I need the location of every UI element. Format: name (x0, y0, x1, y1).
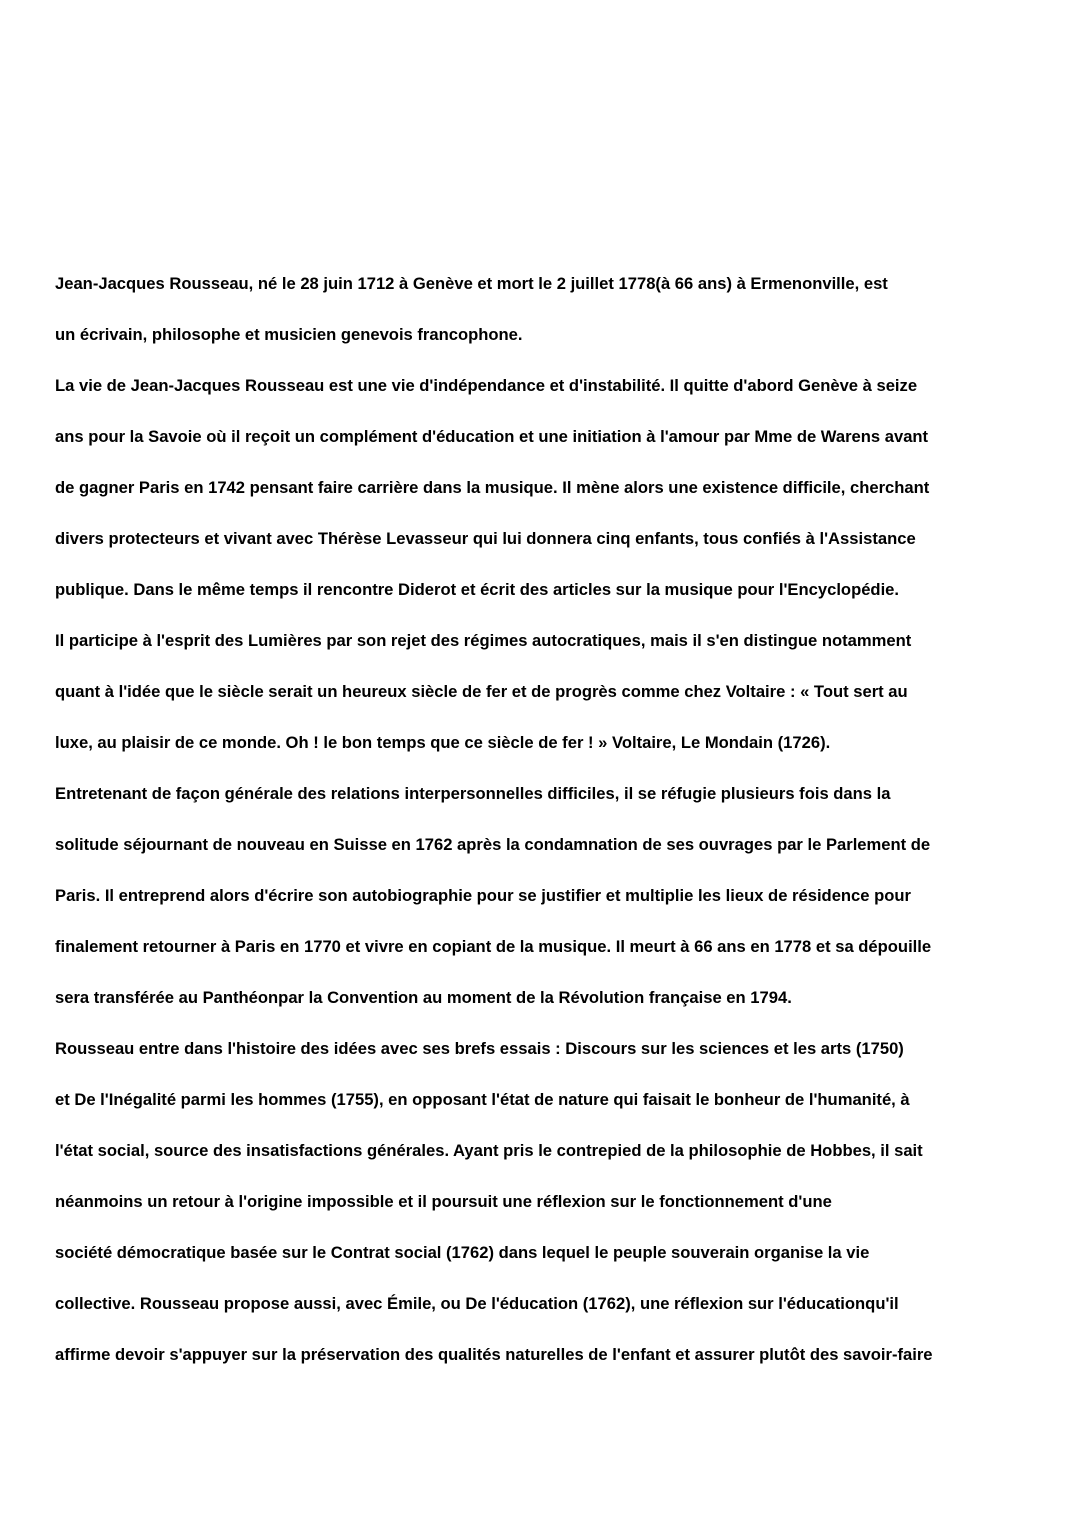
text-line: sera transférée au Panthéonpar la Convention au moment de la Révolution française en 1794. (55, 988, 792, 1007)
document-text-body (55, 258, 1015, 1380)
text-line: luxe, au plaisir de ce monde. Oh ! le bon temps que ce siècle de fer ! » Voltaire, Le Mondain (1726). (55, 733, 831, 752)
text-line: quant à l'idée que le siècle serait un heureux siècle de fer et de progrès comme chez Voltaire : « Tout sert au (55, 682, 908, 701)
text-line: et De l'Inégalité parmi les hommes (1755), en opposant l'état de nature qui faisait le bonheur de l'humanité, à (55, 1090, 910, 1109)
text-line: l'état social, source des insatisfactions générales. Ayant pris le contrepied de la philosophie de Hobbes, il sait (55, 1141, 923, 1160)
text-line: société démocratique basée sur le Contrat social (1762) dans lequel le peuple souverain organise la vie (55, 1243, 870, 1262)
text-line: néanmoins un retour à l'origine impossible et il poursuit une réflexion sur le fonctionnement d'une (55, 1192, 832, 1211)
text-line: La vie de Jean-Jacques Rousseau est une vie d'indépendance et d'instabilité. Il quitte d'abord Genève à seize (55, 376, 918, 395)
text-line: solitude séjournant de nouveau en Suisse en 1762 après la condamnation de ses ouvrages par le Parlement de (55, 835, 931, 854)
text-line: Entretenant de façon générale des relations interpersonnelles difficiles, il se réfugie plusieurs fois dans la (55, 784, 891, 803)
text-line: collective. Rousseau propose aussi, avec Émile, ou De l'éducation (1762), une réflexion sur l'éducationqu'il (55, 1294, 899, 1313)
text-line: finalement retourner à Paris en 1770 et vivre en copiant de la musique. Il meurt à 66 ans en 1778 et sa dépouille (55, 937, 932, 956)
text-line: Jean-Jacques Rousseau, né le 28 juin 1712 à Genève et mort le 2 juillet 1778(à 66 ans) à Ermenonville, est (55, 274, 888, 293)
text-line: publique. Dans le même temps il rencontre Diderot et écrit des articles sur la musique pour l'Encyclopédie. (55, 580, 900, 599)
text-line: Il participe à l'esprit des Lumières par son rejet des régimes autocratiques, mais il s'en distingue notamment (55, 631, 912, 650)
text-line: de gagner Paris en 1742 pensant faire carrière dans la musique. Il mène alors une existence difficile, cherchant (55, 478, 930, 497)
text-line: ans pour la Savoie où il reçoit un complément d'éducation et une initiation à l'amour par Mme de Warens avant (55, 427, 929, 446)
text-line: Paris. Il entreprend alors d'écrire son autobiographie pour se justifier et multiplie les lieux de résidence pour (55, 886, 911, 905)
text-line: un écrivain, philosophe et musicien genevois francophone. (55, 325, 523, 344)
text-line: divers protecteurs et vivant avec Thérèse Levasseur qui lui donnera cinq enfants, tous confiés à l'Assistance (55, 529, 916, 548)
text-line: Rousseau entre dans l'histoire des idées avec ses brefs essais : Discours sur les sciences et les arts (1750) (55, 1039, 904, 1058)
text-line: affirme devoir s'appuyer sur la préservation des qualités naturelles de l'enfant et assurer plutôt des savoir-faire (55, 1345, 933, 1364)
